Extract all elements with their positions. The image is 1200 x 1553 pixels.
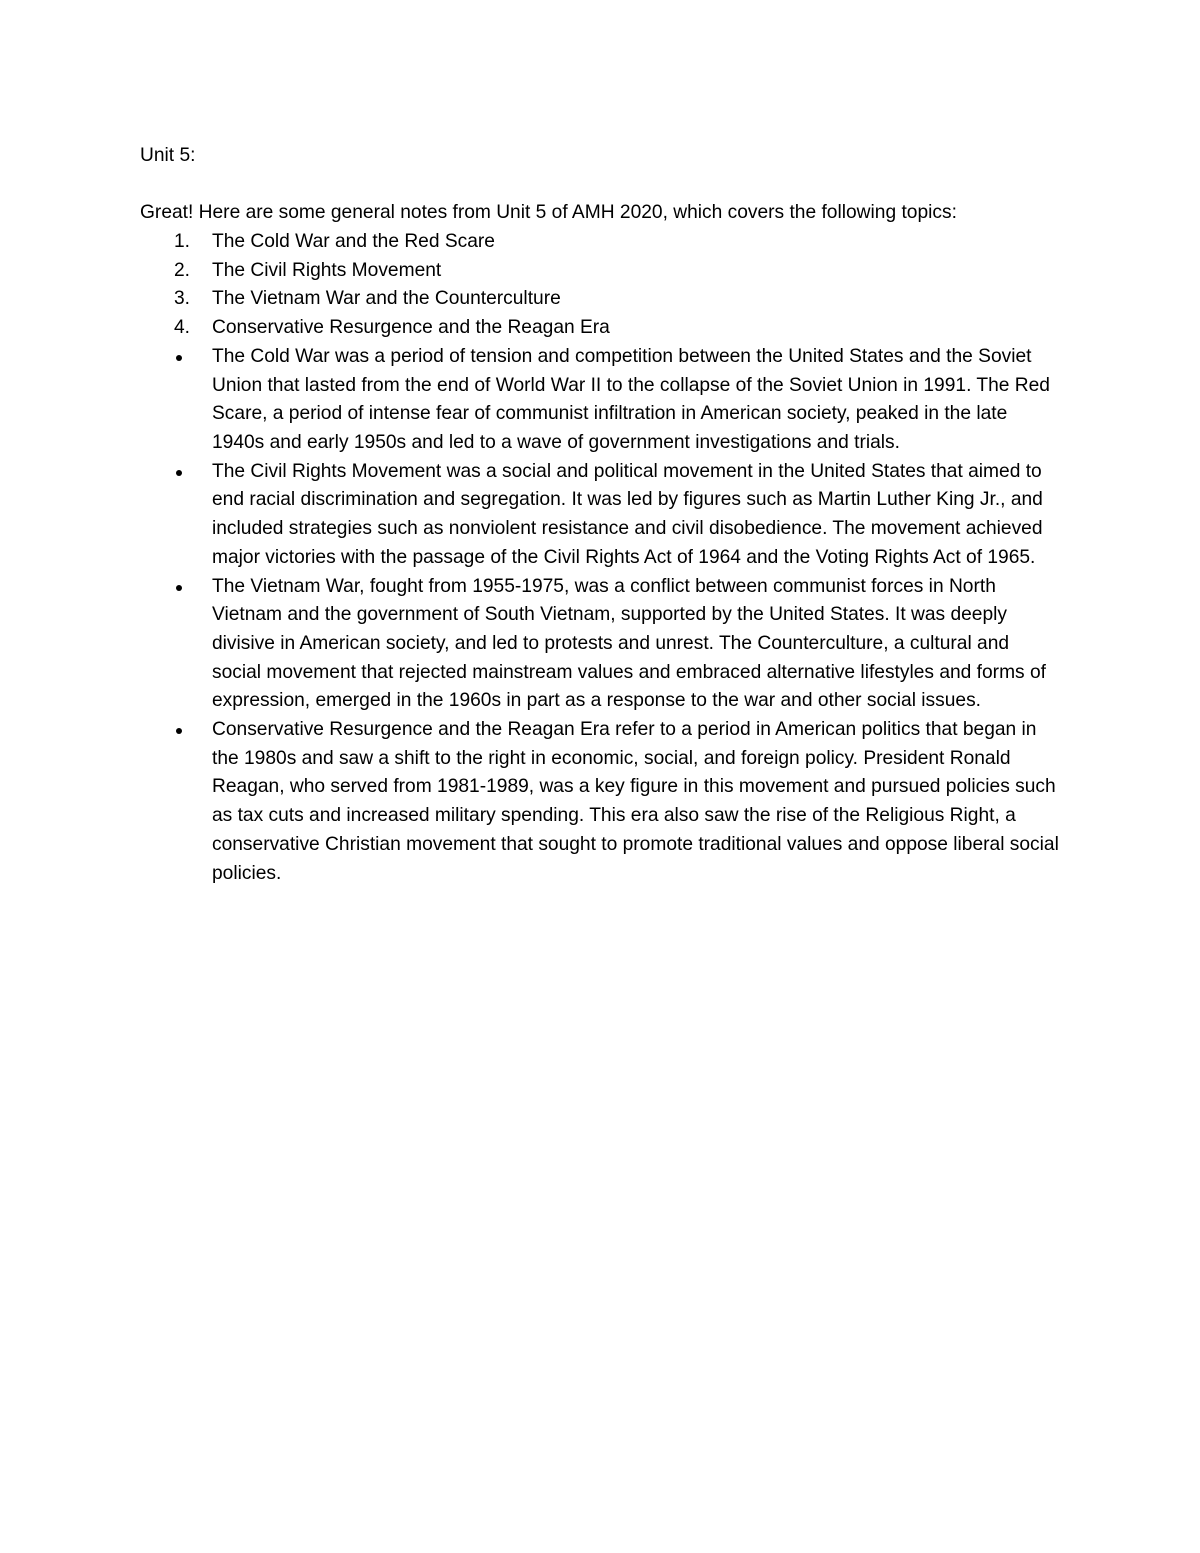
unit-heading: Unit 5: <box>140 145 196 166</box>
note-text: The Civil Rights Movement was a social and political movement in the United States that aimed to end racial discrimination and segregation. It was led by figures such as Martin Luther King Jr., and included strategies such as nonviolent resistance and civil disobedience. The movement achieved major victories with the passage of the Civil Rights Act of 1964 and the Voting Rights Act of 1965. <box>212 460 1043 568</box>
topic-item <box>140 228 1060 257</box>
topics-list <box>140 228 1060 343</box>
topic-number: 1. <box>174 231 191 253</box>
note-text: The Vietnam War, fought from 1955-1975, was a conflict between communist forces in North Vietnam and the government of South Vietnam, supported by the United States. It was deeply divisive in American society, and led to protests and unrest. The Counterculture, a cultural and social movement that rejected mainstream values and embraced alternative lifestyles and forms of expression, emerged in the 1960s in part as a response to the war and other social issues. <box>212 575 1046 712</box>
topic-number: 4. <box>174 317 191 339</box>
topic-text: The Civil Rights Movement <box>212 259 442 281</box>
bullet-icon <box>176 585 182 591</box>
bullet-icon <box>176 470 182 476</box>
topic-text: The Vietnam War and the Counterculture <box>212 288 561 310</box>
topic-item <box>140 314 1060 343</box>
topic-number: 2. <box>174 259 191 281</box>
note-text: The Cold War was a period of tension and competition between the United States and the Soviet Union that lasted from the end of World War II to the collapse of the Soviet Union in 1991. The Red Scare, a period of intense fear of communist infiltration in American society, peaked in the late 1940s and early 1950s and led to a wave of government investigations and trials. <box>212 345 1050 453</box>
topic-text: Conservative Resurgence and the Reagan Era <box>212 317 610 339</box>
note-item <box>140 573 1060 717</box>
note-text: Conservative Resurgence and the Reagan Era refer to a period in American politics that began in the 1980s and saw a shift to the right in economic, social, and foreign policy. President Ronald Reagan, who served from 1981-1989, was a key figure in this movement and pursued policies such as tax cuts and increased military spending. This era also saw the rise of the Religious Right, a conservative Christian movement that sought to promote traditional values and oppose liberal social policies. <box>212 719 1059 884</box>
note-item <box>140 343 1060 458</box>
note-item <box>140 458 1060 573</box>
intro-paragraph: Great! Here are some general notes from Unit 5 of AMH 2020, which covers the following topics: <box>140 202 957 224</box>
topic-number: 3. <box>174 288 191 310</box>
notes-list <box>140 343 1060 888</box>
topic-item <box>140 285 1060 314</box>
bullet-icon <box>176 728 182 734</box>
note-item <box>140 716 1060 888</box>
document-body <box>140 142 1060 888</box>
topic-item <box>140 257 1060 286</box>
topic-text: The Cold War and the Red Scare <box>212 231 495 253</box>
bullet-icon <box>176 355 182 361</box>
